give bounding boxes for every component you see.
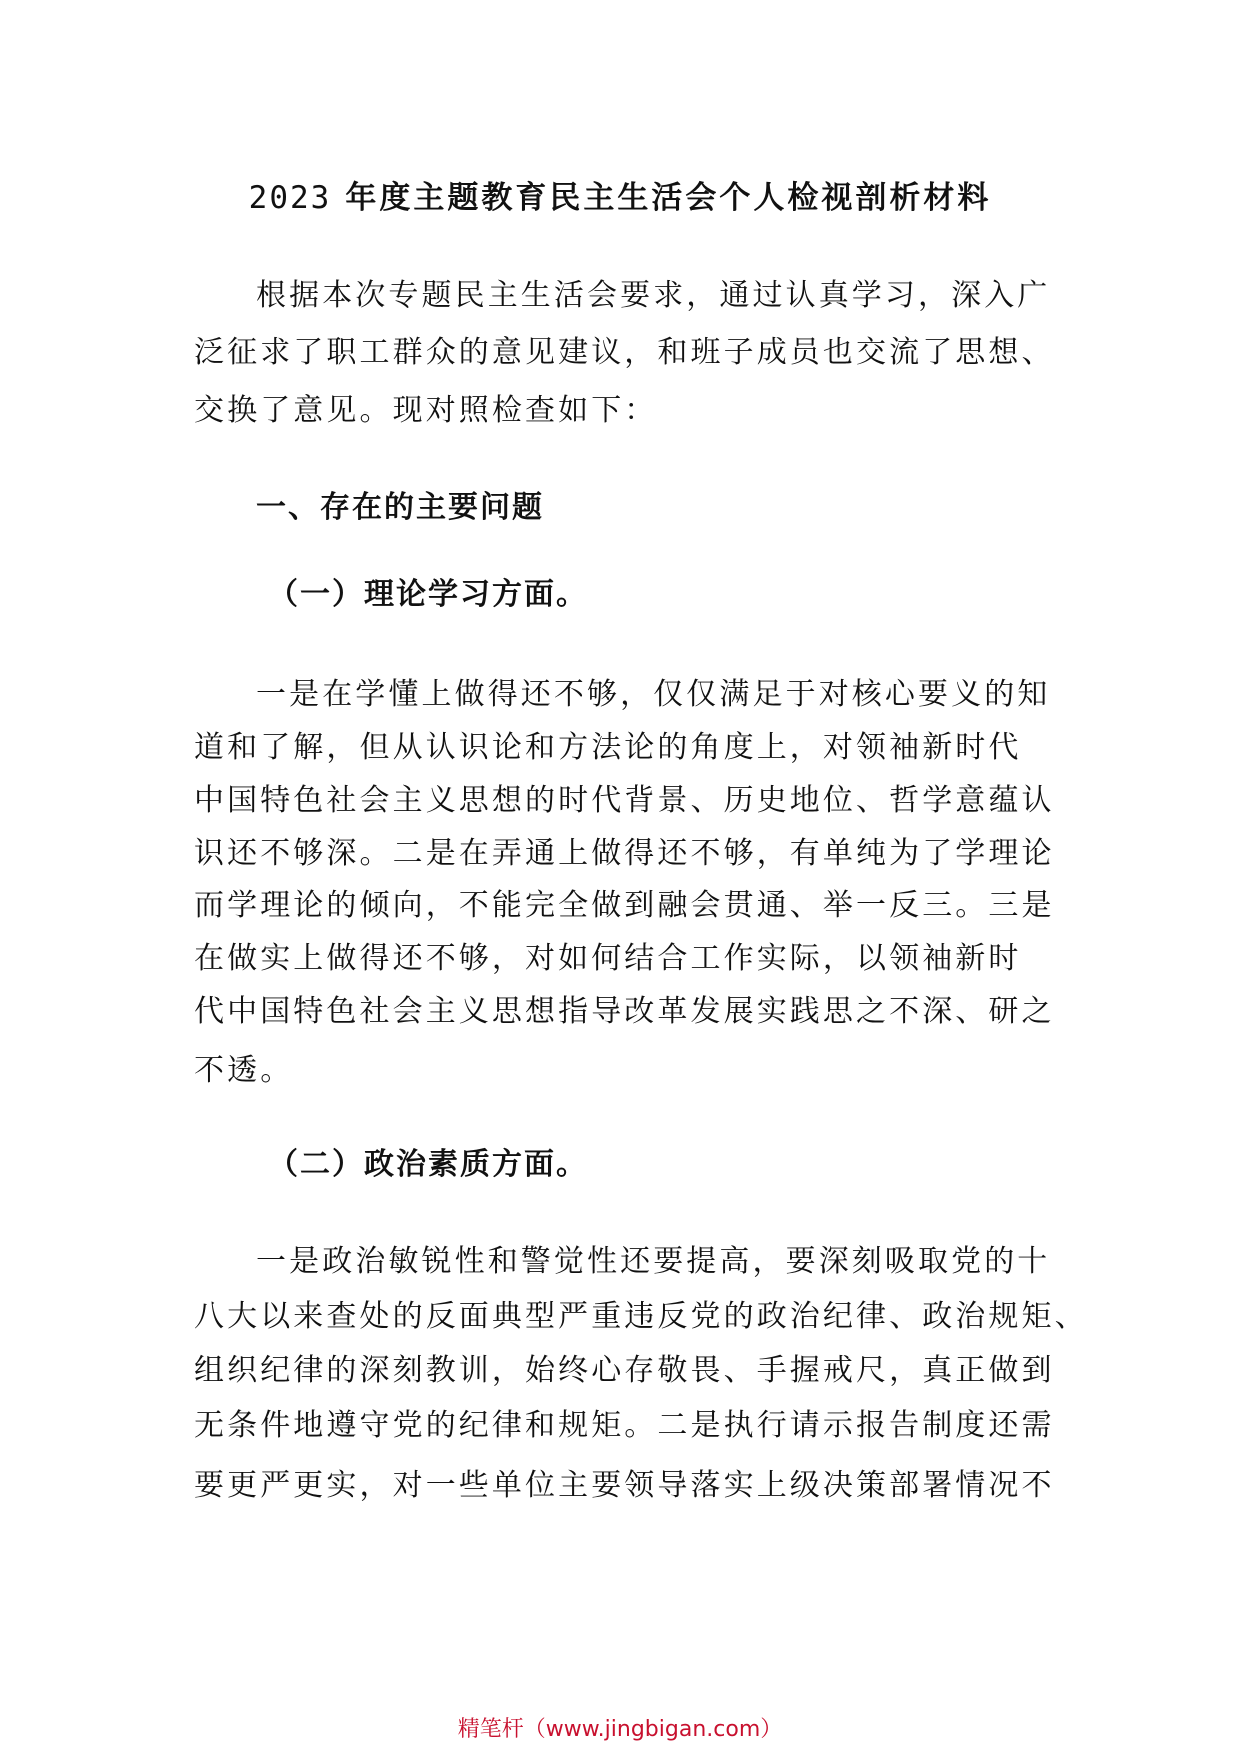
paragraph-line: 不透。 xyxy=(194,1053,294,1088)
footer-watermark: 精笔杆（www.jingbigan.com） xyxy=(457,1717,783,1742)
paragraph-line: 组织纪律的深刻教训，始终心存敬畏、手握戒尺，真正做到 xyxy=(194,1353,1055,1388)
paragraph-line: 无条件地遵守党的纪律和规矩。二是执行请示报告制度还需 xyxy=(194,1408,1055,1443)
title-text: 年度主题教育民主生活会个人检视剖析材料 xyxy=(345,180,992,216)
paragraph-line: 而学理论的倾向，不能完全做到融会贯通、举一反三。三是 xyxy=(194,888,1055,923)
document-title xyxy=(0,176,1240,220)
intro-line: 交换了意见。现对照检查如下： xyxy=(194,393,658,428)
intro-line: 根据本次专题民主生活会要求，通过认真学习，深入广 xyxy=(256,278,1051,313)
subsection-heading: （一）理论学习方面。 xyxy=(268,577,588,612)
intro-line: 泛征求了职工群众的意见建议，和班子成员也交流了思想、 xyxy=(194,335,1055,370)
paragraph-line: 中国特色社会主义思想的时代背景、历史地位、哲学意蕴认 xyxy=(194,783,1055,818)
paragraph-line: 一是在学懂上做得还不够，仅仅满足于对核心要义的知 xyxy=(256,677,1051,712)
subsection-heading: （二）政治素质方面。 xyxy=(268,1147,588,1182)
paragraph-line: 识还不够深。二是在弄通上做得还不够，有单纯为了学理论 xyxy=(194,836,1055,871)
title-year: 2023 xyxy=(248,180,332,216)
section-heading: 一、存在的主要问题 xyxy=(256,490,544,525)
paragraph-line: 在做实上做得还不够，对如何结合工作实际，以领袖新时 xyxy=(194,941,1022,976)
paragraph-line: 一是政治敏锐性和警觉性还要提高，要深刻吸取党的十 xyxy=(256,1244,1051,1279)
paragraph-line: 道和了解，但从认识论和方法论的角度上，对领袖新时代 xyxy=(194,730,1022,765)
paragraph-line: 八大以来查处的反面典型严重违反党的政治纪律、政治规矩、 xyxy=(194,1299,1088,1334)
paragraph-line: 要更严更实，对一些单位主要领导落实上级决策部署情况不 xyxy=(194,1468,1055,1503)
paragraph-line: 代中国特色社会主义思想指导改革发展实践思之不深、研之 xyxy=(194,994,1055,1029)
